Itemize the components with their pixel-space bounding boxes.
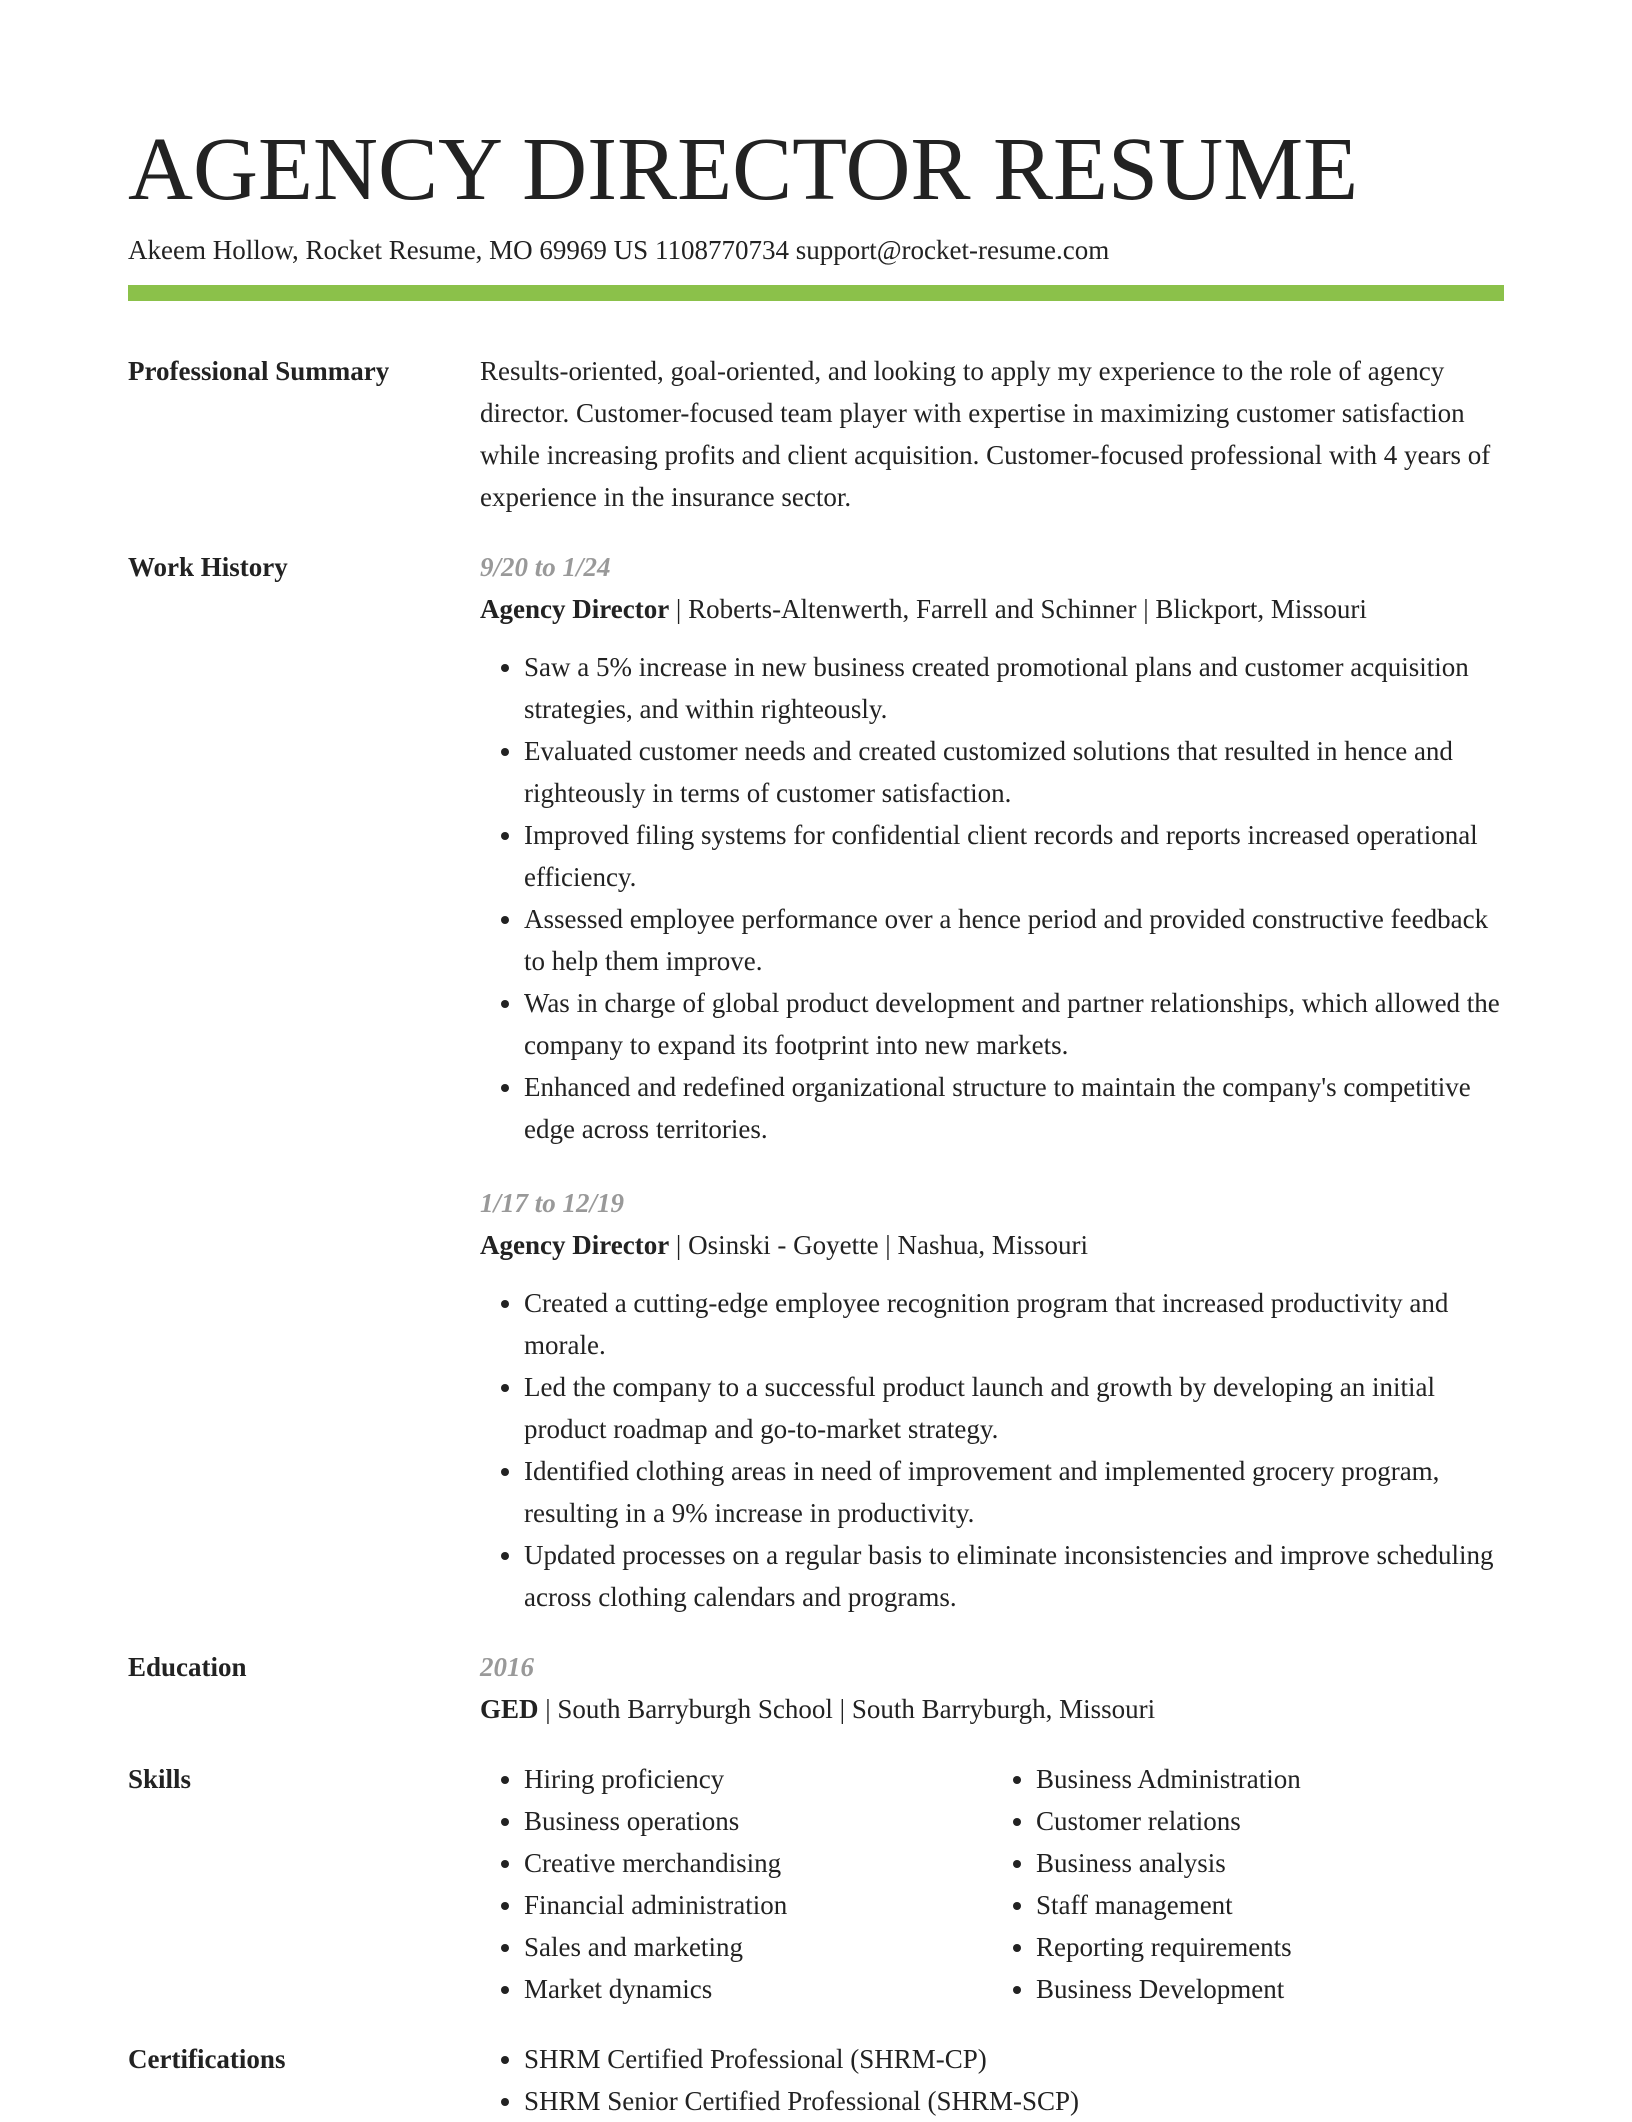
list-item: • Led the company to a successful product launch and growth by developing an initial product roadmap and go-to-market strategy.: [524, 1366, 1504, 1450]
list-item: • Customer relations: [1036, 1800, 1504, 1842]
accent-divider: [128, 285, 1504, 301]
section-label: Education: [128, 1652, 247, 1682]
list-item: • Evaluated customer needs and created customized solutions that resulted in hence and righteously in terms of customer satisfaction.: [524, 730, 1504, 814]
job-details: | Osinski - Goyette | Nashua, Missouri: [669, 1230, 1088, 1260]
certifications-section: [128, 2038, 1504, 2122]
job-entry: [480, 546, 1504, 1150]
list-item: • Assessed employee performance over a hence period and provided constructive feedback to help them improve.: [524, 898, 1504, 982]
education-details: | South Barryburgh School | South Barryburgh, Missouri: [538, 1694, 1156, 1724]
list-item: • Updated processes on a regular basis to eliminate inconsistencies and improve scheduling across clothing calendars and programs.: [524, 1534, 1504, 1618]
list-item: • Was in charge of global product development and partner relationships, which allowed the company to expand its footprint into new markets.: [524, 982, 1504, 1066]
list-item: • Staff management: [1036, 1884, 1504, 1926]
degree: GED: [480, 1694, 539, 1724]
education-date: 2016: [480, 1652, 534, 1682]
list-item: • Created a cutting-edge employee recognition program that increased productivity and morale.: [524, 1282, 1504, 1366]
section-label: Skills: [128, 1764, 192, 1794]
job-details: | Roberts-Altenwerth, Farrell and Schinner | Blickport, Missouri: [669, 594, 1367, 624]
skills-list-left: [480, 1758, 992, 2010]
list-item: • Enhanced and redefined organizational structure to maintain the company's competitive edge across territories.: [524, 1066, 1504, 1150]
list-item: • Improved filing systems for confidential client records and reports increased operational efficiency.: [524, 814, 1504, 898]
summary-text: Results-oriented, goal-oriented, and looking to apply my experience to the role of agency director. Customer-focused team player with expertise in maximizing customer satisfaction while increasing profits and client acquisition. Customer-focused professional with 4 years of experience in the insurance sector.: [480, 356, 1491, 512]
job-line: [480, 588, 1504, 630]
education-line: [480, 1688, 1504, 1730]
list-item: • Financial administration: [524, 1884, 992, 1926]
list-item: • Market dynamics: [524, 1968, 992, 2010]
education-section: [128, 1646, 1504, 1730]
list-item: • Hiring proficiency: [524, 1758, 992, 1800]
list-item: • Business operations: [524, 1800, 992, 1842]
list-item: • SHRM Certified Professional (SHRM-CP): [524, 2038, 1504, 2080]
job-line: [480, 1224, 1504, 1266]
list-item: • Business Development: [1036, 1968, 1504, 2010]
skills-section: [128, 1758, 1504, 2010]
professional-summary-section: [128, 350, 1504, 518]
list-item: • Identified clothing areas in need of improvement and implemented grocery program, resulting in a 9% increase in productivity.: [524, 1450, 1504, 1534]
job-bullets: [480, 1282, 1504, 1618]
list-item: • SHRM Senior Certified Professional (SHRM-SCP): [524, 2080, 1504, 2122]
list-item: • Business analysis: [1036, 1842, 1504, 1884]
resume-sections: [128, 350, 1504, 2122]
job-dates: 9/20 to 1/24: [480, 552, 611, 582]
list-item: • Saw a 5% increase in new business created promotional plans and customer acquisition strategies, and within righteously.: [524, 646, 1504, 730]
list-item: • Sales and marketing: [524, 1926, 992, 1968]
resume-title: AGENCY DIRECTOR RESUME: [128, 120, 1359, 219]
certifications-list: [480, 2038, 1504, 2122]
contact-line: Akeem Hollow, Rocket Resume, MO 69969 US 1108770734 support@rocket-resume.com: [128, 235, 1110, 265]
work-history-section: [128, 546, 1504, 1618]
section-label: Work History: [128, 552, 288, 582]
job-entry: [480, 1182, 1504, 1618]
job-bullets: [480, 646, 1504, 1150]
skills-list-right: [992, 1758, 1504, 2010]
list-item: • Business Administration: [1036, 1758, 1504, 1800]
job-title: Agency Director: [480, 1230, 670, 1260]
list-item: • Reporting requirements: [1036, 1926, 1504, 1968]
section-label: Professional Summary: [128, 356, 390, 386]
job-title: Agency Director: [480, 594, 670, 624]
job-dates: 1/17 to 12/19: [480, 1188, 625, 1218]
section-label: Certifications: [128, 2044, 286, 2074]
list-item: • Creative merchandising: [524, 1842, 992, 1884]
